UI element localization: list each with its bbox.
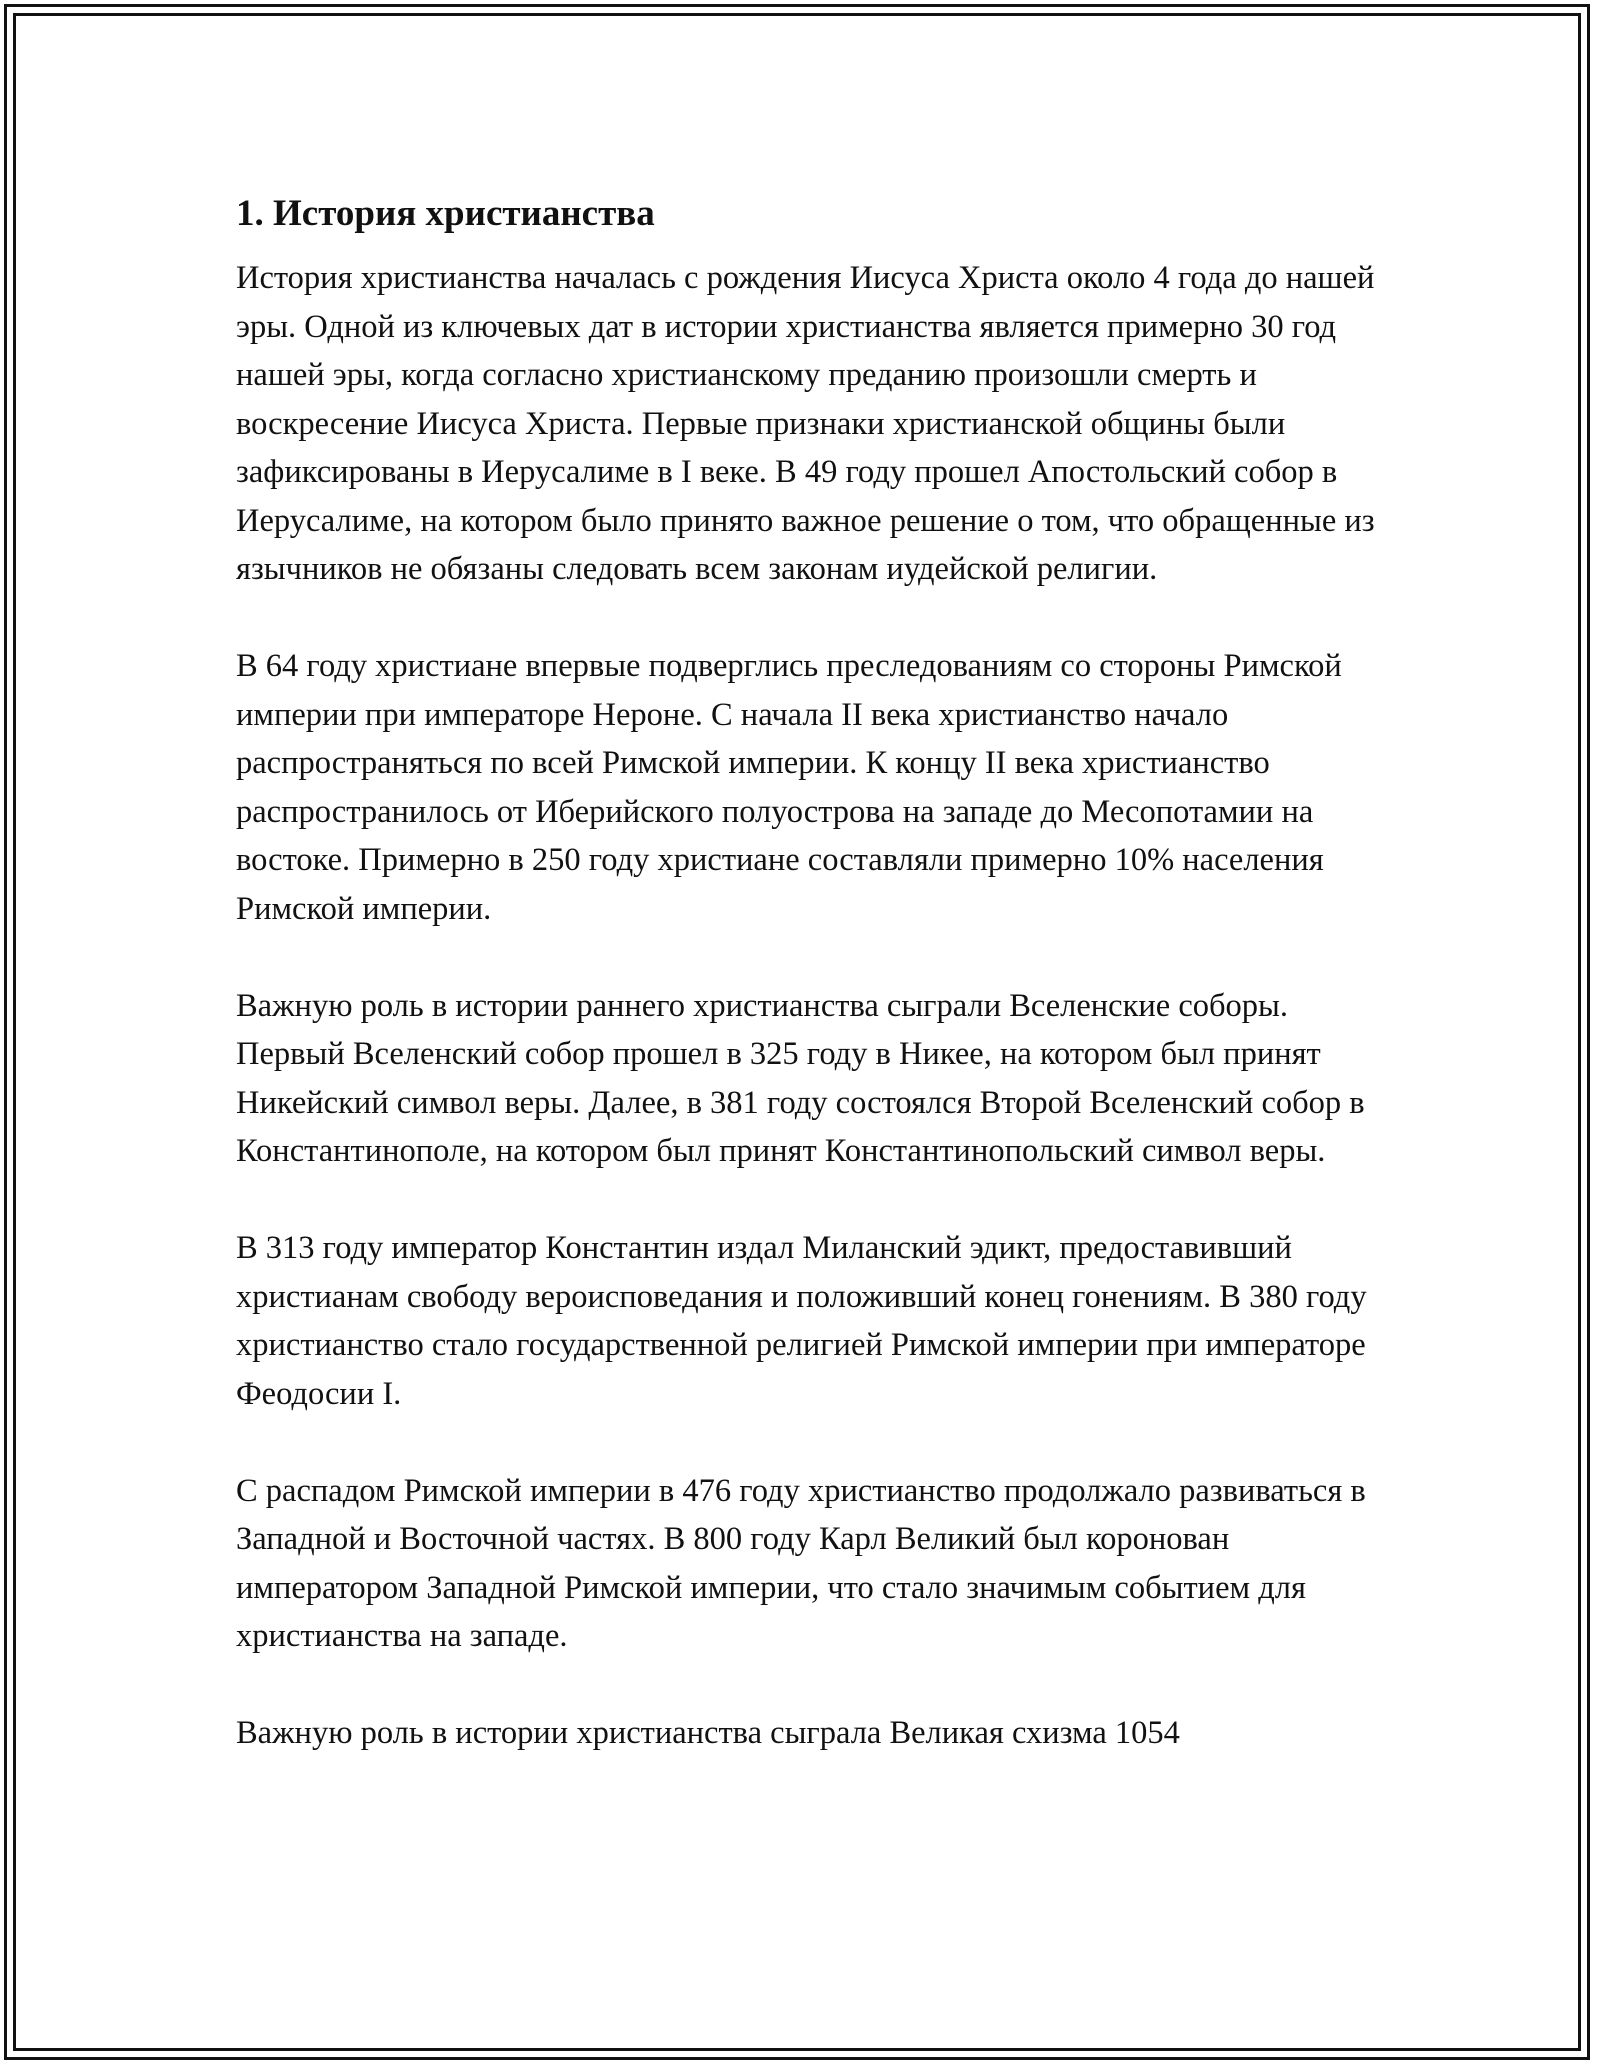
paragraph-6: Важную роль в истории христианства сыграла Великая схизма 1054 — [236, 1715, 1180, 1751]
paragraph-1: История христианства началась с рождения Иисуса Христа около 4 года до нашей эры. Одной из ключевых дат в истории христианства является примерно 30 год нашей эры, когда согласно христианскому преданию произошли смерть и воскресение Иисуса Христа. Первые признаки христианской общины были зафиксированы в Иерусалиме в I веке. В 49 году прошел Апостольский собор в Иерусалиме, на котором было принято важное решение о том, что обращенные из язычников не обязаны следовать всем законам иудейской религии. — [236, 260, 1375, 587]
paragraph-5: С распадом Римской империи в 476 году христианство продолжало развиваться в Западной и Восточной частях. В 800 году Карл Великий был коронован императором Западной Римской империи, что стало значимым событием для христианства на западе. — [236, 1472, 1366, 1654]
document-body — [236, 188, 1376, 1806]
section-heading: 1. История христианства — [236, 193, 655, 234]
paragraph-3: Важную роль в истории раннего христианства сыграли Вселенские соборы. Первый Вселенский собор прошел в 325 году в Никее, на котором был принят Никейский символ веры. Далее, в 381 году состоялся Второй Вселенский собор в Константинополе, на котором был принят Константинопольский символ веры. — [236, 987, 1365, 1169]
paragraph-4: В 313 году император Константин издал Миланский эдикт, предоставивший христианам свободу вероисповедания и положивший конец гонениям. В 380 году христианство стало государственной религией Римской империи при императоре Феодосии I. — [236, 1230, 1367, 1412]
paragraph-2: В 64 году христиане впервые подверглись преследованиям со стороны Римской империи при императоре Нероне. С начала II века христианство начало распространяться по всей Римской империи. К концу II века христианство распространилось от Иберийского полуострова на западе до Месопотамии на востоке. Примерно в 250 году христиане составляли примерно 10% населения Римской империи. — [236, 648, 1342, 927]
